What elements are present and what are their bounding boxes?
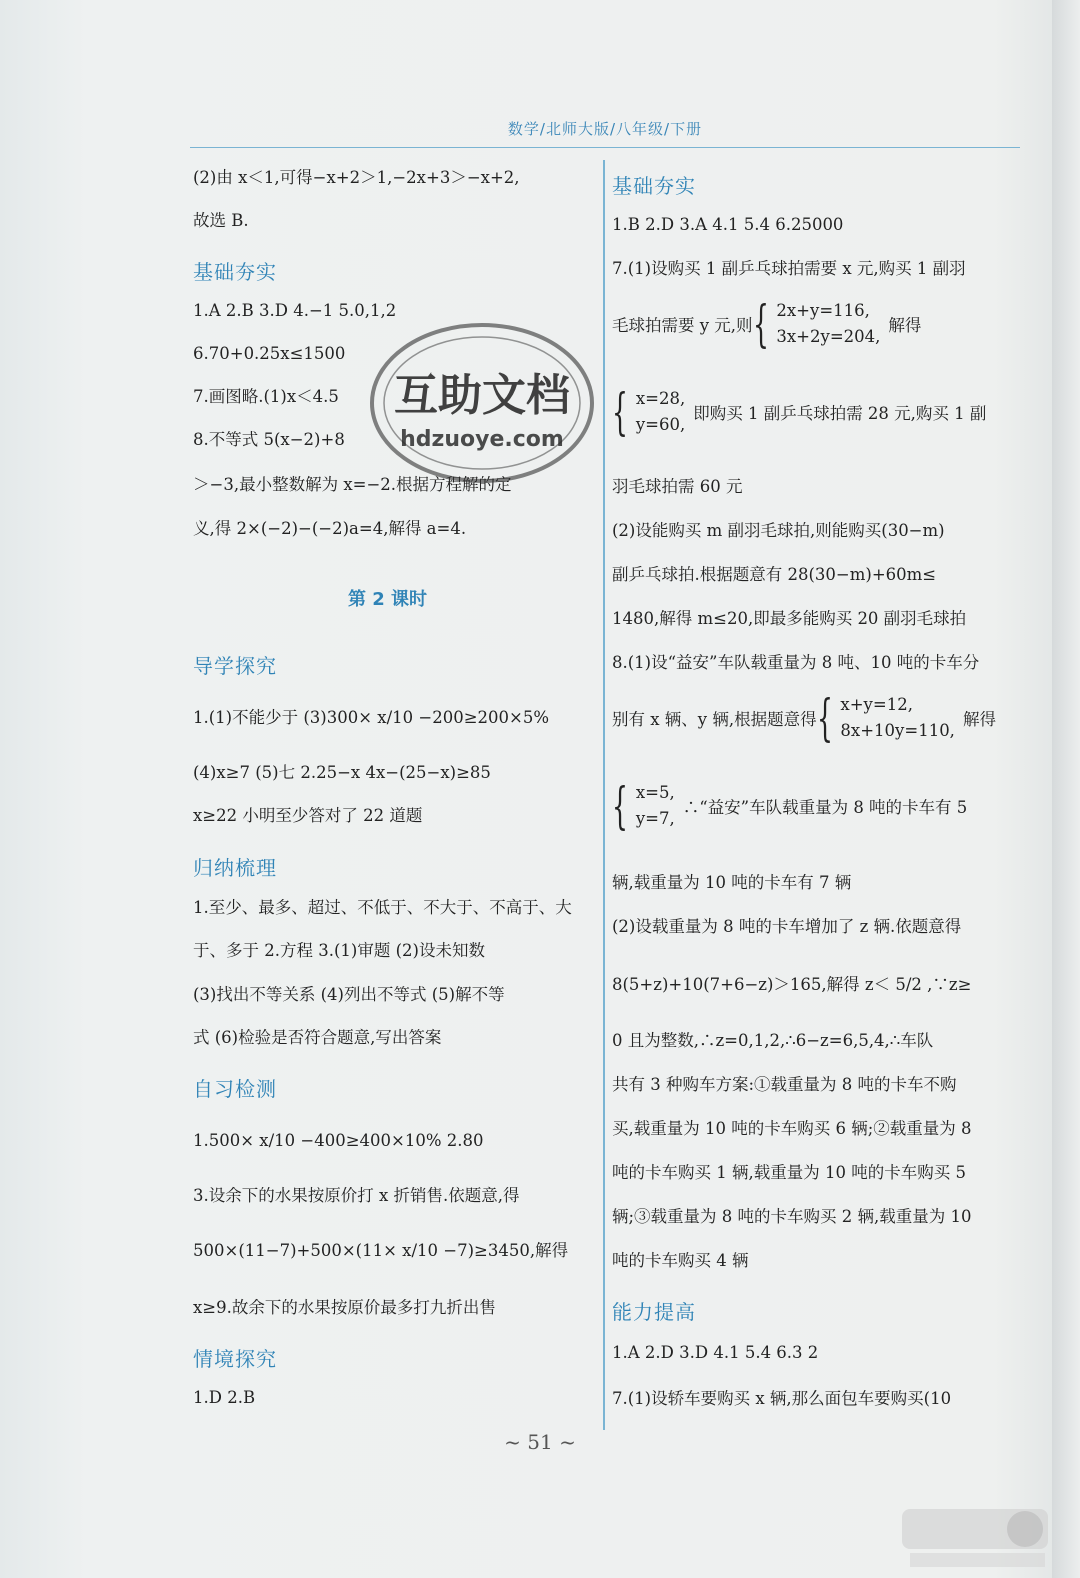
text-line: 1480,解得 m≤20,即最多能购买 20 副羽毛球拍: [612, 609, 967, 628]
text-line: 6.70+0.25x≤1500: [193, 344, 346, 363]
text-line: 吨的卡车购买 4 辆: [612, 1251, 749, 1270]
text-fragment: 别有 x 辆、y 辆,根据题意得: [612, 710, 817, 729]
text-line: 7.(1)设购买 1 副乒乓球拍需要 x 元,购买 1 副羽: [612, 259, 966, 278]
corner-watermark-logo: [900, 1505, 1050, 1570]
equation-line: [612, 383, 987, 441]
section-heading: 归纳梳理: [193, 856, 277, 880]
text-line: 1.A 2.B 3.D 4.−1 5.0,1,2: [193, 301, 397, 320]
equation-system: [636, 780, 675, 832]
brace-glyph: {: [752, 295, 769, 353]
section-heading: 基础夯实: [612, 174, 696, 198]
text-line: 3.设余下的水果按原价打 x 折销售.依题意,得: [193, 1186, 520, 1205]
text-fragment: 解得: [888, 316, 922, 335]
equation-system: [840, 692, 955, 744]
equation: 8x+10y=110,: [840, 721, 955, 740]
text-line: 500×(11−7)+500×(11× x/10 −7)≥3450,解得: [193, 1241, 569, 1260]
text-line: 7.画图略.(1)x＜4.5: [193, 387, 339, 406]
brace-glyph: {: [816, 689, 833, 747]
equation: x=5,: [635, 783, 675, 802]
text-line: 1.A 2.D 3.D 4.1 5.4 6.3 2: [612, 1343, 819, 1362]
equation: x=28,: [635, 389, 686, 408]
brace-glyph: {: [612, 777, 628, 835]
text-line: 于、多于 2.方程 3.(1)审题 (2)设未知数: [193, 941, 485, 960]
equation-system: [776, 298, 880, 350]
text-line: 故选 B.: [193, 211, 249, 230]
watermark-stamp: [362, 318, 602, 488]
text-fragment: 解得: [962, 710, 996, 729]
column-divider: [603, 160, 605, 1430]
stamp-url: hdzuoye.com: [400, 427, 564, 452]
lesson-title: 第 2 课时: [348, 589, 428, 610]
equation: 2x+y=116,: [776, 301, 870, 320]
equation: 3x+2y=204,: [776, 327, 881, 346]
section-heading: 自习检测: [193, 1077, 277, 1101]
text-line: 1.至少、最多、超过、不低于、不大于、不高于、大: [193, 898, 572, 917]
text-line: (2)由 x＜1,可得−x+2＞1,−2x+3＞−x+2,: [193, 168, 520, 187]
text-line: 7.(1)设轿车要购买 x 辆,那么面包车要购买(10: [612, 1389, 952, 1408]
equation-line: [612, 295, 922, 353]
equation: y=60,: [635, 415, 686, 434]
text-line: (4)x≥7 (5)七 2.25−x 4x−(25−x)≥85: [193, 763, 491, 782]
text-line: 副乒乓球拍.根据题意有 28(30−m)+60m≤: [612, 565, 937, 584]
running-header: [190, 118, 1020, 148]
text-fragment: 即购买 1 副乒乓球拍需 28 元,购买 1 副: [693, 404, 987, 423]
text-line: 义,得 2×(−2)−(−2)a=4,解得 a=4.: [193, 519, 467, 538]
text-line: 共有 3 种购车方案:①载重量为 8 吨的卡车不购: [612, 1075, 957, 1094]
equation-system: [636, 386, 685, 438]
text-line: 辆,载重量为 10 吨的卡车有 7 辆: [612, 873, 852, 892]
text-line: 1.500× x/10 −400≥400×10% 2.80: [193, 1131, 484, 1150]
brace-glyph: {: [612, 383, 628, 441]
text-line: 1.(1)不能少于 (3)300× x/10 −200≥200×5%: [193, 708, 550, 727]
text-line: 式 (6)检验是否符合题意,写出答案: [193, 1028, 442, 1047]
stamp-title: 互助文档: [394, 370, 570, 421]
equation: y=7,: [635, 809, 675, 828]
page-edge: [1052, 0, 1080, 1578]
text-line: 0 且为整数,∴z=0,1,2,∴6−z=6,5,4,∴车队: [612, 1031, 934, 1050]
page-number: ~ 51 ~: [504, 1430, 576, 1454]
text-line: x≥22 小明至少答对了 22 道题: [193, 806, 423, 825]
equation-line: [612, 777, 968, 835]
text-line: 8(5+z)+10(7+6−z)＞165,解得 z＜ 5/2 ,∵z≥: [612, 975, 972, 994]
text-fragment: ∴“益安”车队载重量为 8 吨的卡车有 5: [682, 798, 968, 817]
text-line: 羽毛球拍需 60 元: [612, 477, 743, 496]
text-line: (2)设载重量为 8 吨的卡车增加了 z 辆.依题意得: [612, 917, 962, 936]
text-line: ＞−3,最小整数解为 x=−2.根据方程解的定: [193, 475, 512, 494]
text-line: 辆;③载重量为 8 吨的卡车购买 2 辆,载重量为 10: [612, 1207, 972, 1226]
text-line: 1.B 2.D 3.A 4.1 5.4 6.25000: [612, 215, 844, 234]
text-line: 买,载重量为 10 吨的卡车购买 6 辆;②载重量为 8: [612, 1119, 972, 1138]
text-fragment: 毛球拍需要 y 元,则: [612, 316, 753, 335]
text-line: 吨的卡车购买 1 辆,载重量为 10 吨的卡车购买 5: [612, 1163, 966, 1182]
section-heading: 能力提高: [612, 1300, 696, 1324]
text-line: (2)设能购买 m 副羽毛球拍,则能购买(30−m): [612, 521, 945, 540]
text-line: 1.D 2.B: [193, 1388, 256, 1407]
section-heading: 基础夯实: [193, 260, 277, 284]
text-line: 8.(1)设“益安”车队载重量为 8 吨、10 吨的卡车分: [612, 653, 980, 672]
section-heading: 情境探究: [193, 1347, 277, 1371]
text-line: (3)找出不等关系 (4)列出不等式 (5)解不等: [193, 985, 505, 1004]
header-title: 数学/北师大版/八年级/下册: [507, 120, 703, 138]
section-heading: 导学探究: [193, 654, 277, 678]
text-line: x≥9.故余下的水果按原价最多打九折出售: [193, 1298, 496, 1317]
text-line: 8.不等式 5(x−2)+8: [193, 430, 345, 449]
equation: x+y=12,: [840, 695, 913, 714]
equation-line: [612, 689, 996, 747]
